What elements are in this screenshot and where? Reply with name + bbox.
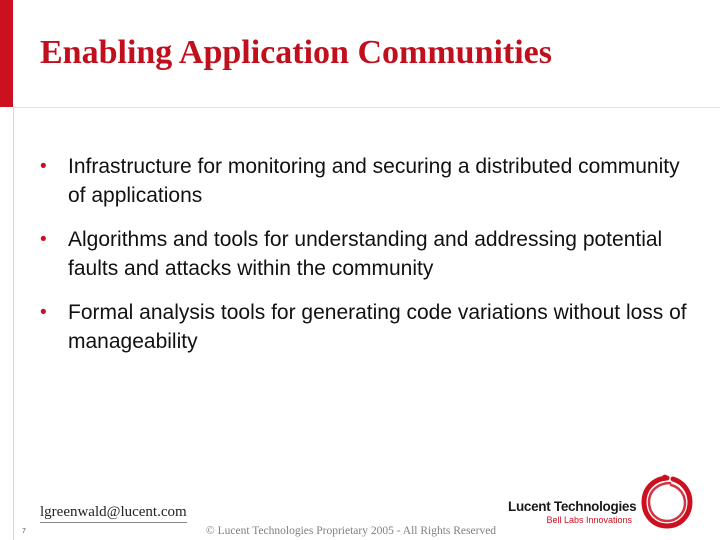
bullet-list bbox=[38, 152, 688, 371]
company-tagline: Bell Labs Innovations bbox=[546, 515, 632, 525]
slide-title: Enabling Application Communities bbox=[40, 34, 553, 71]
left-divider bbox=[13, 107, 14, 540]
bullet-text: Formal analysis tools for generating code variations without loss of manageability bbox=[68, 301, 687, 353]
bullet-marker: • bbox=[40, 229, 47, 250]
bullet-item bbox=[38, 152, 688, 210]
accent-bar bbox=[0, 0, 13, 107]
bullet-text: Algorithms and tools for understanding and addressing potential faults and attacks within the community bbox=[68, 228, 663, 280]
bullet-text: Infrastructure for monitoring and securing a distributed community of applications bbox=[68, 155, 680, 207]
title-divider bbox=[13, 107, 720, 108]
innovation-ring-icon bbox=[640, 474, 694, 530]
company-name: Lucent Technologies bbox=[508, 499, 637, 514]
bullet-marker: • bbox=[40, 156, 47, 177]
bullet-item bbox=[38, 225, 688, 283]
bullet-marker: • bbox=[40, 302, 47, 323]
copyright-footer: © Lucent Technologies Proprietary 2005 - All Rights Reserved bbox=[206, 525, 497, 537]
page-number: 7 bbox=[22, 528, 26, 535]
contact-email-link[interactable]: lgreenwald@lucent.com bbox=[40, 504, 187, 523]
bullet-item bbox=[38, 298, 688, 356]
